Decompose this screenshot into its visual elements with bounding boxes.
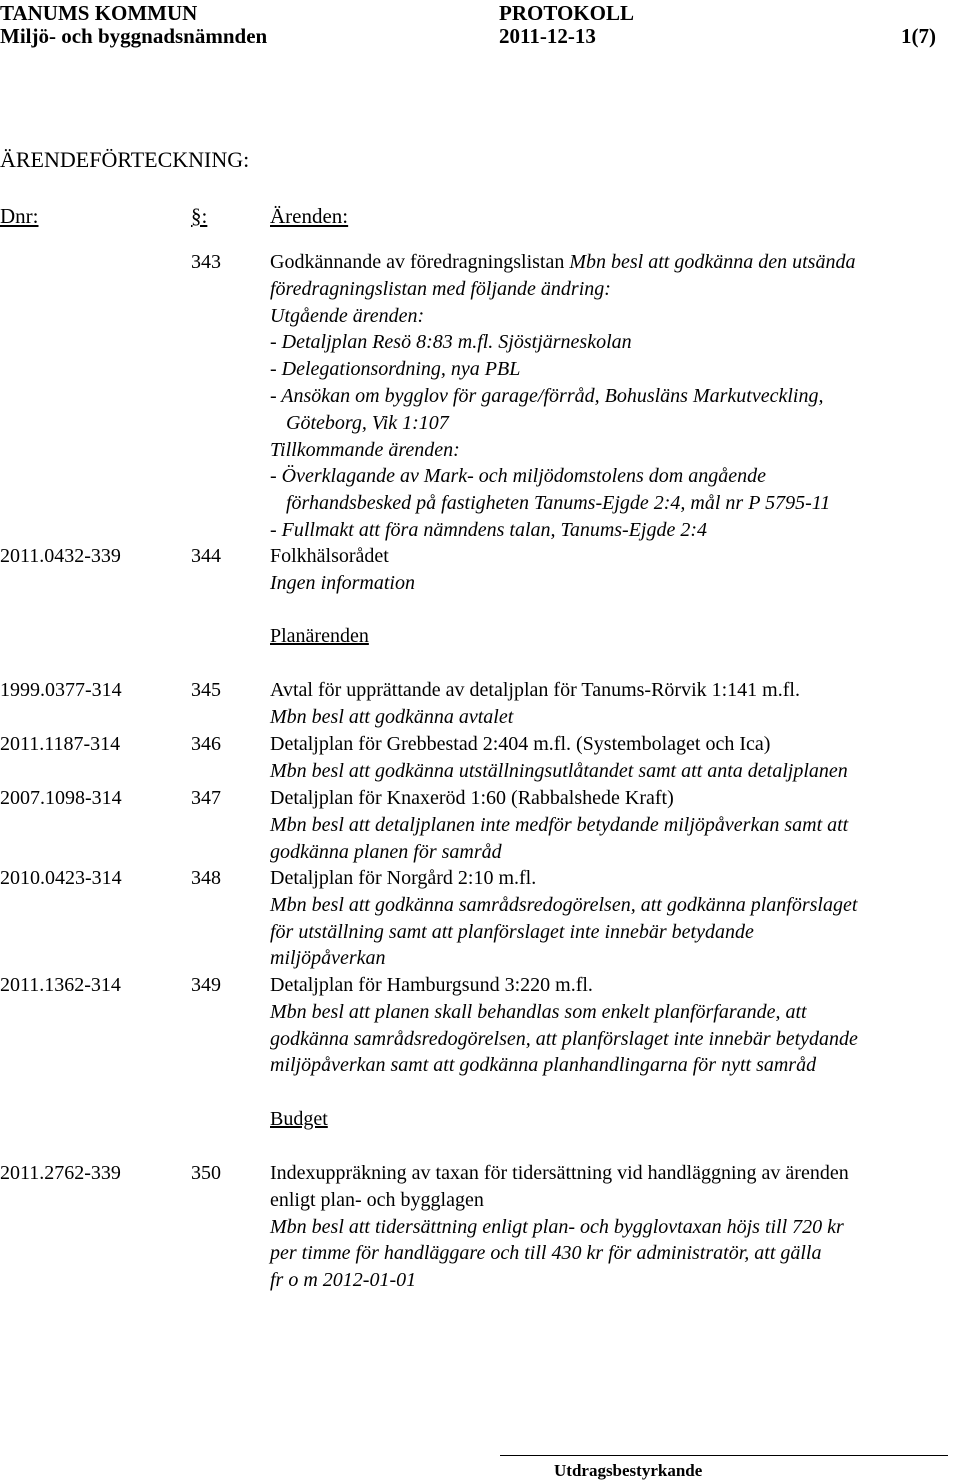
item-title: Detaljplan för Norgård 2:10 m.fl. bbox=[270, 867, 537, 889]
item-line: föredragningslistan med följande ändring: bbox=[270, 277, 611, 300]
item-body bbox=[270, 249, 960, 544]
item-title: Folkhälsorådet bbox=[270, 545, 389, 567]
diary-number: 2011.2762-339 bbox=[0, 1162, 121, 1184]
paragraph-number: 344 bbox=[191, 545, 221, 567]
item-body bbox=[270, 731, 960, 785]
item-decision: Mbn besl att godkänna den utsända bbox=[569, 251, 856, 273]
diary-number: 2011.1187-314 bbox=[0, 733, 121, 755]
item-body bbox=[270, 543, 960, 597]
item-title: Avtal för upprättande av detaljplan för Tanums-Rörvik 1:141 m.fl. bbox=[270, 679, 800, 701]
section-heading-budget: Budget bbox=[270, 1108, 328, 1130]
diary-number: 2011.0432-339 bbox=[0, 545, 121, 567]
column-header-dnr: Dnr: bbox=[0, 204, 39, 228]
org-name: TANUMS KOMMUN bbox=[0, 1, 198, 25]
item-title: Detaljplan för Hamburgsund 3:220 m.fl. bbox=[270, 974, 593, 996]
item-title: Detaljplan för Knaxeröd 1:60 (Rabbalshede Kraft) bbox=[270, 787, 674, 809]
footer-label: Utdragsbestyrkande bbox=[554, 1461, 703, 1480]
item-decision: Ingen information bbox=[270, 571, 415, 594]
item-line: - Överklagande av Mark- och miljödomstolens dom angående bbox=[270, 465, 766, 488]
item-line: Utgående ärenden: bbox=[270, 304, 425, 327]
item-decision: godkänna planen för samråd bbox=[270, 840, 502, 863]
item-decision: godkänna samrådsredogörelsen, att planförslaget inte innebär betydande bbox=[270, 1027, 858, 1050]
diary-number: 2010.0423-314 bbox=[0, 867, 122, 889]
item-decision: för utställning samt att planförslaget inte innebär betydande bbox=[270, 920, 754, 943]
item-decision: Mbn besl att godkänna avtalet bbox=[270, 705, 514, 728]
item-body bbox=[270, 785, 960, 865]
header-row-2 bbox=[0, 23, 960, 49]
item-body bbox=[270, 1160, 960, 1294]
paragraph-number: 349 bbox=[191, 974, 221, 996]
item-body bbox=[270, 677, 960, 731]
item-decision: per timme för handläggare och till 430 kr för administratör, att gälla bbox=[270, 1242, 822, 1265]
item-title: enligt plan- och bygglagen bbox=[270, 1188, 484, 1211]
paragraph-number: 345 bbox=[191, 679, 221, 701]
item-decision: Mbn besl att tidersättning enligt plan- och bygglovtaxan höjs till 720 kr bbox=[270, 1215, 844, 1238]
item-line: - Ansökan om bygglov för garage/förråd, Bohusläns Markutveckling, bbox=[270, 384, 824, 407]
item-line: - Fullmakt att föra nämndens talan, Tanums-Ejgde 2:4 bbox=[270, 518, 708, 541]
item-decision: Mbn besl att planen skall behandlas som enkelt planförfarande, att bbox=[270, 1000, 807, 1023]
item-decision: Mbn besl att detaljplanen inte medför betydande miljöpåverkan samt att bbox=[270, 813, 849, 836]
item-title: Detaljplan för Grebbestad 2:404 m.fl. (Systembolaget och Ica) bbox=[270, 733, 771, 755]
column-header-paragraph: §: bbox=[191, 204, 208, 228]
item-decision: Mbn besl att godkänna samrådsredogörelsen, att godkänna planförslaget bbox=[270, 893, 858, 916]
item-title: Indexuppräkning av taxan för tidersättning vid handläggning av ärenden bbox=[270, 1162, 849, 1184]
paragraph-number: 350 bbox=[191, 1162, 221, 1184]
paragraph-number: 346 bbox=[191, 733, 221, 755]
item-decision: miljöpåverkan bbox=[270, 947, 386, 970]
item-line: Göteborg, Vik 1:107 bbox=[286, 411, 449, 434]
item-line: förhandsbesked på fastigheten Tanums-Ejgde 2:4, mål nr P 5795-11 bbox=[286, 492, 831, 515]
diary-number: 1999.0377-314 bbox=[0, 679, 122, 701]
item-body bbox=[270, 972, 960, 1079]
item-decision: miljöpåverkan samt att godkänna planhandlingarna för nytt samråd bbox=[270, 1054, 817, 1077]
item-decision: fr o m 2012-01-01 bbox=[270, 1269, 417, 1292]
item-line: Tillkommande ärenden: bbox=[270, 438, 460, 461]
item-line: - Detaljplan Resö 8:83 m.fl. Sjöstjärneskolan bbox=[270, 331, 632, 354]
diary-number: 2011.1362-314 bbox=[0, 974, 121, 996]
item-decision: Mbn besl att godkänna utställningsutlåtandet samt att anta detaljplanen bbox=[270, 759, 848, 782]
board-name: Miljö- och byggnadsnämnden bbox=[0, 24, 268, 48]
paragraph-number: 343 bbox=[191, 251, 221, 273]
item-body bbox=[270, 865, 960, 972]
section-heading-planarenden: Planärenden bbox=[270, 625, 369, 647]
footer-rule bbox=[500, 1455, 948, 1456]
diary-number: 2007.1098-314 bbox=[0, 787, 122, 809]
page-title: ÄRENDEFÖRTECKNING: bbox=[0, 147, 250, 172]
paragraph-number: 347 bbox=[191, 787, 221, 809]
item-title: Godkännande av föredragningslistan bbox=[270, 251, 565, 273]
paragraph-number: 348 bbox=[191, 867, 221, 889]
item-title-line bbox=[270, 249, 960, 276]
meeting-date: 2011-12-13 bbox=[499, 24, 596, 48]
page-number: 1(7) bbox=[901, 24, 936, 48]
column-header-arenden: Ärenden: bbox=[270, 204, 349, 228]
item-line: - Delegationsordning, nya PBL bbox=[270, 358, 521, 381]
doc-type: PROTOKOLL bbox=[499, 1, 634, 25]
